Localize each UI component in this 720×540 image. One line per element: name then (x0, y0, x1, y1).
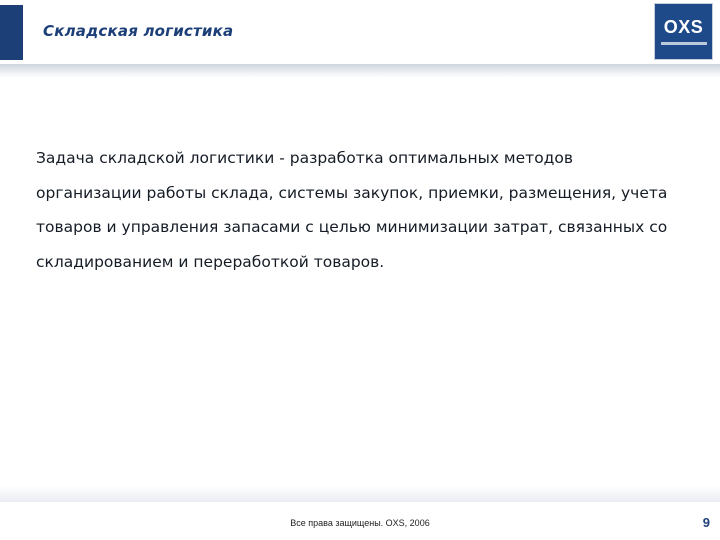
header-accent-bar (0, 5, 23, 60)
footer-divider (0, 486, 720, 502)
footer-copyright: Все права защищены. OXS, 2006 (290, 518, 430, 528)
logo-text: OXS (663, 17, 704, 37)
slide-title: Складская логистика (43, 22, 234, 40)
oxs-logo-icon (654, 3, 713, 60)
page-number: 9 (702, 515, 710, 530)
header-divider (0, 64, 720, 78)
body-paragraph (36, 141, 676, 279)
body-lead: Задача складской логистики - (36, 149, 290, 167)
logo-tagline (661, 42, 707, 45)
body-rest: разработка оптимальных методов организации работы склада, системы закупок, приемки, размещения, учета товаров и управления запасами с целью минимизации затрат, связанных со складированием и переработкой товаров. (36, 149, 668, 271)
